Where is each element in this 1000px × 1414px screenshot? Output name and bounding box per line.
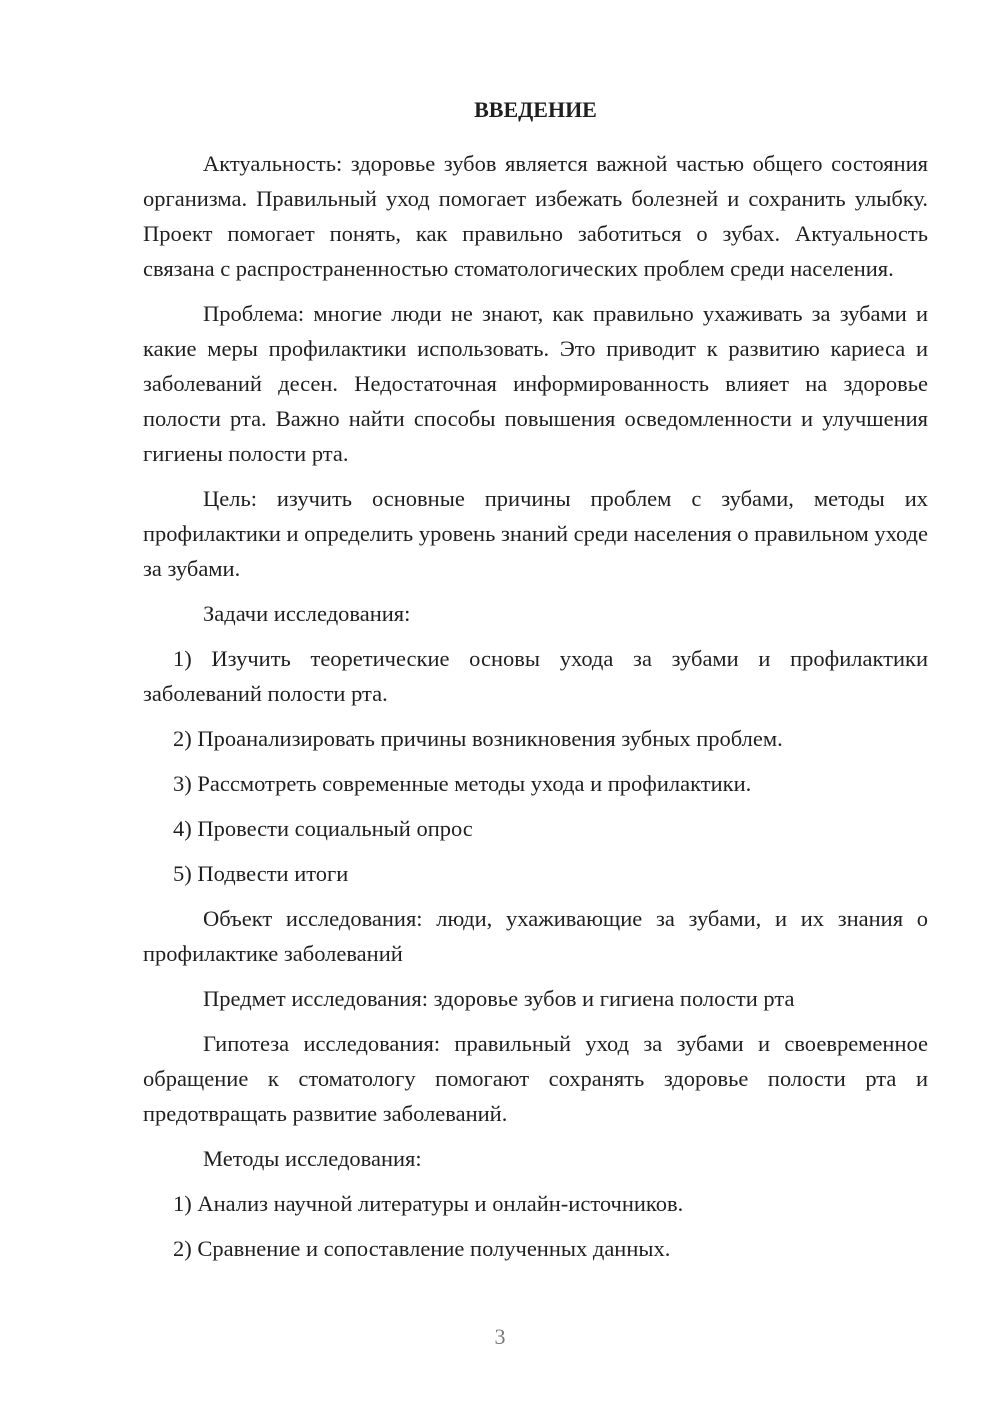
paragraph-problem: Проблема: многие люди не знают, как правильно ухаживать за зубами и какие меры профилактики использовать. Это приводит к развитию кариеса и заболеваний десен. Недостаточная информированность влияет на здоровье полости рта. Важно найти способы повышения осведомленности и улучшения гигиены полости рта. [143, 301, 928, 466]
paragraph-object: Объект исследования: люди, ухаживающие за зубами, и их знания о профилактике заболеваний [143, 906, 928, 966]
task-item-5: 5) Подвести итоги [173, 861, 349, 886]
method-item-1: 1) Анализ научной литературы и онлайн-источников. [173, 1191, 684, 1216]
document-page [143, 94, 928, 1276]
method-item-2: 2) Сравнение и сопоставление полученных данных. [173, 1236, 671, 1261]
paragraph-subject: Предмет исследования: здоровье зубов и гигиена полости рта [203, 986, 795, 1011]
paragraph-relevance: Актуальность: здоровье зубов является важной частью общего состояния организма. Правильный уход помогает избежать болезней и сохранить улыбку. Проект помогает понять, как правильно заботиться о зубах. Актуальность связана с распространенностью стоматологических проблем среди населения. [143, 151, 928, 281]
task-item-1: 1) Изучить теоретические основы ухода за зубами и профилактики заболеваний полости рта. [143, 646, 928, 706]
paragraph-hypothesis: Гипотеза исследования: правильный уход за зубами и своевременное обращение к стоматологу помогают сохранять здоровье полости рта и предотвращать развитие заболеваний. [143, 1031, 928, 1126]
task-item-2: 2) Проанализировать причины возникновения зубных проблем. [173, 726, 783, 751]
page-title: ВВЕДЕНИЕ [474, 97, 597, 122]
task-item-3: 3) Рассмотреть современные методы ухода и профилактики. [173, 771, 752, 796]
task-item-4: 4) Провести социальный опрос [173, 816, 473, 841]
tasks-label: Задачи исследования: [203, 601, 411, 626]
paragraph-goal: Цель: изучить основные причины проблем с зубами, методы их профилактики и определить уровень знаний среди населения о правильном уходе за зубами. [143, 486, 928, 581]
methods-label: Методы исследования: [203, 1146, 422, 1171]
page-number: 3 [494, 1324, 506, 1349]
